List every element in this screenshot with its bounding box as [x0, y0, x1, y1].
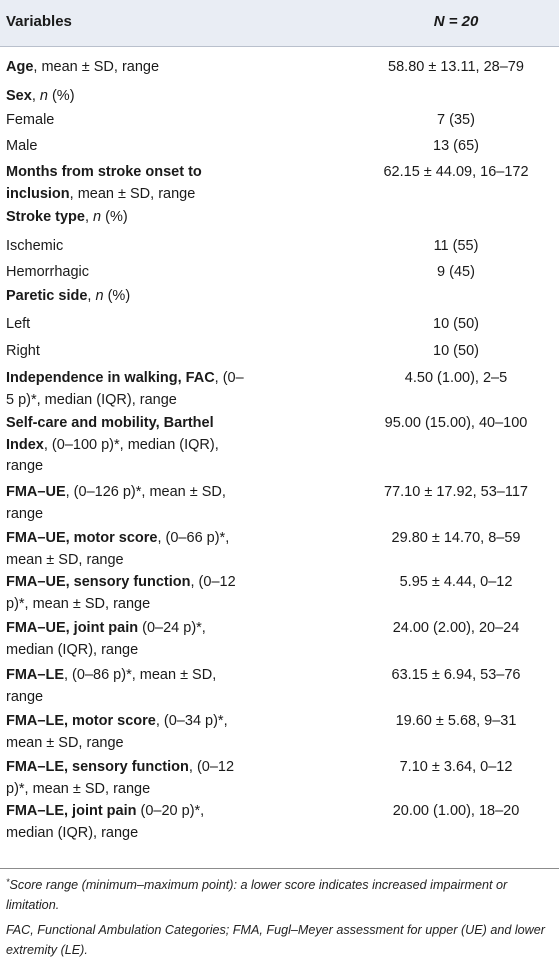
row-value: 7.10 ± 3.64, 0–12	[399, 759, 513, 775]
row-label-bold: FMA–LE, sensory function	[6, 759, 189, 775]
row-label-detail: , mean ± SD, range	[69, 185, 196, 202]
row-label	[6, 618, 246, 661]
header-divider	[0, 46, 559, 47]
row-label-bold: FMA–UE	[6, 484, 66, 500]
row-value: 11 (55)	[433, 238, 479, 254]
row-label	[6, 286, 246, 308]
row-label-detail: , (0–5 p)*, median (IQR), range	[6, 370, 244, 408]
row-label-detail: (0–20 p)*, median (IQR), range	[6, 803, 205, 841]
row-label-bold: Age	[6, 59, 34, 75]
row-label-bold: Months from stroke onset to inclusion	[6, 164, 202, 202]
row-label-bold: FMA–LE, motor score	[6, 713, 156, 729]
row-label-detail: Right	[6, 343, 40, 359]
row-label-bold: FMA–UE, motor score	[6, 530, 158, 546]
row-value: 77.10 ± 17.92, 53–117	[384, 484, 528, 500]
row-label	[6, 110, 246, 132]
row-label	[6, 262, 246, 284]
row-label	[6, 162, 246, 205]
row-label-detail: Left	[6, 316, 31, 332]
row-label-detail: Female	[6, 112, 55, 128]
row-value: 10 (50)	[433, 343, 479, 359]
row-label	[6, 413, 246, 478]
row-label-bold: Paretic side	[6, 288, 88, 304]
row-label-detail: , n (%)	[87, 288, 131, 304]
footnote-star: *	[6, 877, 10, 887]
row-label	[6, 368, 246, 411]
row-label	[6, 482, 246, 525]
row-label-detail: (0–24 p)*, median (IQR), range	[6, 620, 206, 658]
row-label-bold: Stroke type	[6, 209, 85, 225]
row-label-detail: , mean ± SD, range	[33, 59, 160, 75]
row-value: 10 (50)	[433, 316, 479, 332]
row-label	[6, 757, 246, 800]
row-value: 24.00 (2.00), 20–24	[392, 620, 520, 636]
row-label-detail: , (0–126 p)*, mean ± SD, range	[6, 484, 226, 522]
header-n: N = 20	[433, 13, 479, 30]
footnote-score-range	[6, 876, 554, 915]
row-value: 7 (35)	[437, 112, 475, 128]
row-label-bold: FMA–LE	[6, 667, 64, 683]
row-label	[6, 665, 246, 708]
row-value: 19.60 ± 5.68, 9–31	[395, 713, 517, 729]
row-label-detail: , (0–12 p)*, mean ± SD, range	[6, 759, 235, 797]
row-value: 13 (65)	[433, 138, 479, 154]
table-bottom-divider	[0, 868, 559, 869]
row-label-detail: Hemorrhagic	[6, 264, 89, 280]
row-label	[6, 86, 246, 108]
row-value: 95.00 (15.00), 40–100	[384, 415, 528, 431]
row-value: 20.00 (1.00), 18–20	[392, 803, 520, 819]
row-value: 63.15 ± 6.94, 53–76	[391, 667, 521, 683]
row-label	[6, 57, 246, 79]
row-value: 62.15 ± 44.09, 16–172	[383, 164, 529, 180]
row-label-detail: Ischemic	[6, 238, 64, 254]
row-label-detail: , (0–100 p)*, median (IQR), range	[6, 436, 219, 474]
row-label-bold: Independence in walking, FAC	[6, 370, 215, 386]
row-value: 5.95 ± 4.44, 0–12	[399, 574, 513, 590]
row-label	[6, 711, 246, 754]
row-label	[6, 801, 246, 844]
row-value: 4.50 (1.00), 2–5	[404, 370, 508, 386]
row-label-detail: , n (%)	[84, 209, 128, 225]
row-label-detail: Male	[6, 138, 38, 154]
header-variables: Variables	[6, 13, 72, 30]
row-label	[6, 572, 246, 615]
row-label-detail: , (0–66 p)*, mean ± SD, range	[6, 530, 230, 568]
row-value: 29.80 ± 14.70, 8–59	[391, 530, 521, 546]
row-label-detail: , (0–12 p)*, mean ± SD, range	[6, 574, 236, 612]
row-label	[6, 207, 246, 229]
row-label-detail: , n (%)	[31, 88, 75, 104]
row-label	[6, 136, 246, 158]
row-label-detail: , (0–34 p)*, mean ± SD, range	[6, 713, 228, 751]
row-label	[6, 528, 246, 571]
row-label-bold: FMA–UE, joint pain	[6, 620, 139, 636]
row-label-bold: FMA–LE, joint pain	[6, 803, 137, 819]
row-label-detail: , (0–86 p)*, mean ± SD, range	[6, 667, 217, 705]
row-value: 58.80 ± 13.11, 28–79	[388, 59, 524, 75]
row-label-bold: FMA–UE, sensory function	[6, 574, 191, 590]
row-label	[6, 236, 246, 258]
footnote-abbreviations: FAC, Functional Ambulation Categories; FMA, Fugl–Meyer assessment for upper (UE) and lower extremity (LE).	[6, 923, 545, 957]
row-label-bold: Self-care and mobility, Barthel Index	[6, 415, 214, 453]
row-label	[6, 341, 246, 363]
row-value: 9 (45)	[437, 264, 475, 280]
row-label	[6, 314, 246, 336]
footnote-score-text: Score range (minimum–maximum point): a lower score indicates increased impairment or limitation.	[6, 878, 508, 912]
row-label-bold: Sex	[6, 88, 32, 104]
